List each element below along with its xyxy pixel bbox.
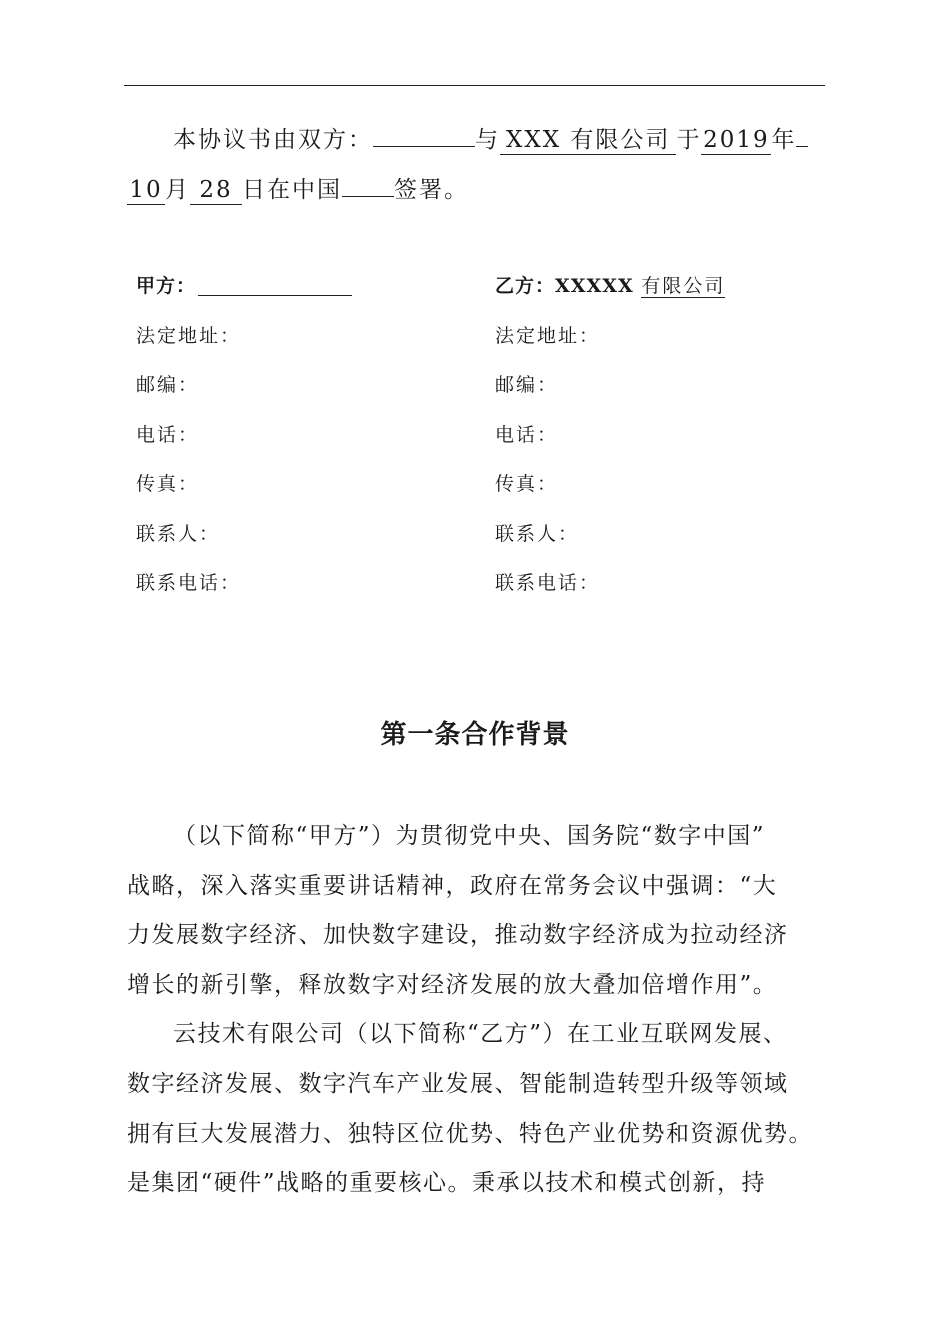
signing-year: 2019 bbox=[703, 127, 770, 153]
party-b-address-label: 法定地址： bbox=[495, 324, 601, 347]
party-a-contact-phone-label: 联系电话： bbox=[136, 572, 242, 594]
signing-day: 28 bbox=[190, 176, 242, 205]
intro-suffix: 签署。 bbox=[394, 177, 469, 203]
signing-party-blank bbox=[373, 146, 475, 147]
trailing-underline bbox=[796, 146, 808, 147]
party-a-block bbox=[136, 262, 466, 609]
section-body bbox=[127, 812, 817, 1209]
body-line-4: 增长的新引擎，释放数字对经济发展的放大叠加倍增作用”。 bbox=[127, 971, 778, 998]
body-line-3: 力发展数字经济、加快数字建设，推动数字经济成为拉动经济 bbox=[127, 922, 789, 949]
party-b-company-suffix: 有限公司 bbox=[641, 275, 726, 297]
signing-month: 10 bbox=[127, 176, 165, 205]
intro-at: 于 bbox=[676, 127, 702, 153]
day-unit: 日在中国 bbox=[242, 177, 342, 203]
party-b-heading bbox=[495, 262, 825, 312]
party-a-phone-label: 电话： bbox=[136, 423, 200, 446]
party-b-fax-label: 传真： bbox=[495, 473, 559, 495]
body-line-1: （以下简称“甲方”）为贯彻党中央、国务院“数字中国” bbox=[173, 823, 766, 849]
section-title: 第一条合作背景 bbox=[380, 720, 570, 750]
company-name-underlined: XXX 有限公司 bbox=[500, 126, 676, 155]
intro-line-1 bbox=[127, 115, 827, 165]
party-b-phone-label: 电话： bbox=[495, 423, 559, 446]
signing-place-blank bbox=[342, 196, 394, 197]
body-line-8: 是集团“硬件”战略的重要核心。秉承以技术和模式创新，持 bbox=[127, 1170, 767, 1197]
party-a-heading bbox=[136, 262, 466, 312]
party-b-company-bold: XXXXX bbox=[555, 275, 634, 297]
intro-paragraph bbox=[127, 115, 827, 215]
party-a-contact-label: 联系人： bbox=[136, 522, 221, 545]
body-line-7: 拥有巨大发展潜力、独特区位优势、特色产业优势和资源优势。 bbox=[127, 1120, 813, 1147]
party-b-contact-phone-label: 联系电话： bbox=[495, 572, 601, 594]
body-line-5: 云技术有限公司（以下简称“乙方”）在工业互联网发展、 bbox=[173, 1021, 788, 1048]
month-unit: 月 bbox=[165, 177, 190, 203]
party-b-postcode-label: 邮编： bbox=[495, 374, 559, 396]
party-b-contact-label: 联系人： bbox=[495, 522, 580, 545]
body-line-6: 数字经济发展、数字汽车产业发展、智能制造转型升级等领域 bbox=[127, 1070, 789, 1097]
intro-line-2 bbox=[127, 165, 827, 215]
party-b-block bbox=[495, 262, 825, 609]
party-b-company bbox=[555, 275, 725, 298]
year-unit: 年 bbox=[771, 127, 797, 153]
intro-with: 与 bbox=[475, 127, 500, 153]
party-a-name-blank bbox=[198, 271, 352, 296]
party-a-address-label: 法定地址： bbox=[136, 324, 242, 347]
header-rule bbox=[124, 85, 825, 86]
party-a-postcode-label: 邮编： bbox=[136, 374, 200, 396]
party-a-label: 甲方： bbox=[136, 275, 197, 297]
party-b-label: 乙方： bbox=[495, 275, 556, 297]
body-line-2: 战略，深入落实重要讲话精神，政府在常务会议中强调：“大 bbox=[127, 872, 778, 899]
party-a-fax-label: 传真： bbox=[136, 473, 200, 495]
intro-prefix: 本协议书由双方： bbox=[173, 127, 373, 153]
